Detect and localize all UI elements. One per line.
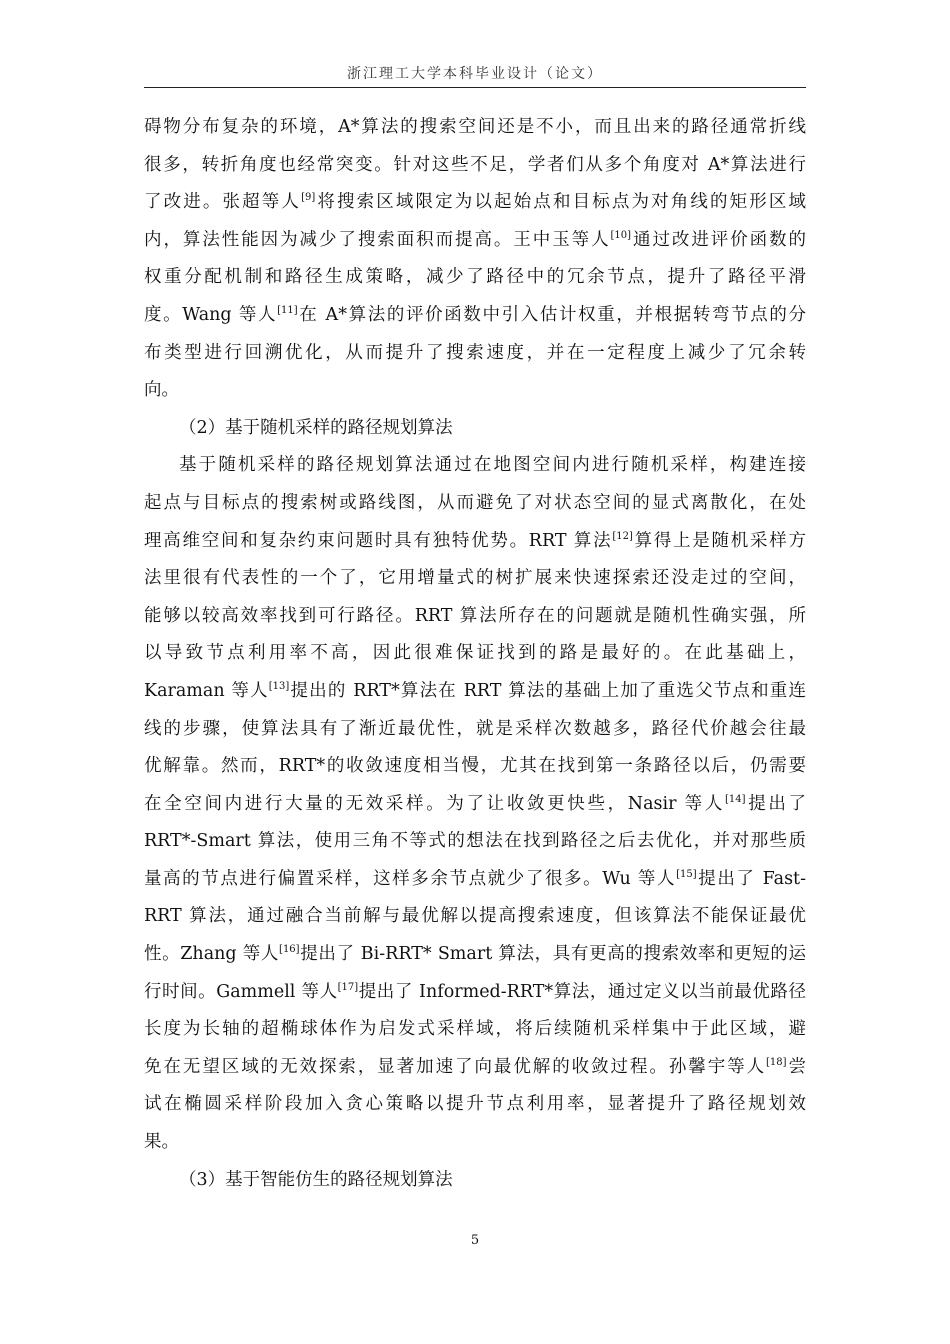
text-line: [144, 1086, 806, 1124]
text-line: [144, 635, 806, 673]
text-run: 理高维空间和复杂约束问题时具有独特优势。RRT 算法: [144, 530, 613, 551]
text-run: 起点与目标点的搜索树或路线图，从而避免了对状态空间的显式离散化，在处: [144, 492, 806, 513]
text-run: 提出了: [745, 793, 807, 814]
page-number: 5: [470, 1233, 480, 1248]
text-line: [144, 861, 806, 899]
text-line: [144, 485, 806, 523]
text-run: 了改进。张超等人: [144, 192, 302, 213]
text-run: 度。Wang 等人: [144, 304, 278, 325]
text-line: [144, 936, 806, 974]
text-run: 内，算法性能因为减少了搜索面积而提高。王中玉等人: [144, 229, 611, 250]
text-run: 权重分配机制和路径生成策略，减少了路径中的冗余节点，提升了路径平滑: [144, 267, 806, 288]
text-run: 提出了 Bi-RRT* Smart 算法，具有更高的搜索效率和更短的运: [299, 944, 806, 965]
text-run: 试在椭圆采样阶段加入贪心策略以提升节点利用率，显著提升了路径规划效: [144, 1094, 806, 1115]
citation-ref: [11]: [277, 305, 298, 317]
text-run: 碍物分布复杂的环境，A*算法的搜索空间还是不小，而且出来的路径通常折线: [144, 117, 806, 137]
text-run: 很多，转折角度也经常突变。针对这些不足，学者们从多个角度对 A*算法进行: [144, 154, 806, 175]
text-line: [144, 898, 806, 936]
text-run: 尝: [786, 1056, 807, 1077]
text-run: 线的步骤，使算法具有了渐近最优性，就是采样次数越多，路径代价越会往最: [144, 718, 806, 739]
text-run: 能够以较高效率找到可行路径。RRT 算法所存在的问题就是随机性确实强，所: [144, 605, 806, 626]
text-run: 以导致节点利用率不高，因此很难保证找到的路是最好的。在此基础上，: [144, 643, 806, 664]
text-run: 将搜索区域限定为以起始点和目标点为对角线的矩形区域: [315, 192, 807, 213]
text-line: [144, 560, 806, 598]
text-run: 提出的 RRT*算法在 RRT 算法的基础上加了重选父节点和重连: [289, 680, 806, 701]
text-line: [144, 748, 806, 786]
citation-ref: [13]: [268, 681, 290, 693]
text-run: 在全空间内进行大量的无效采样。为了让收敛更快些，Nasir 等人: [144, 793, 725, 814]
text-run: 法里很有代表性的一个了，它用增量式的树扩展来快速探索还没走过的空间，: [144, 568, 806, 589]
text-line: [144, 523, 806, 561]
text-run: 基于随机采样的路径规划算法通过在地图空间内进行随机采样，构建连接: [179, 455, 806, 476]
text-run: 优解靠。然而，RRT*的收敛速度相当慢，尤其在找到第一条路径以后，仍需要: [144, 756, 806, 777]
text-line: [144, 222, 806, 260]
text-line: [144, 447, 806, 485]
text-run: （3）基于智能仿生的路径规划算法: [179, 1169, 453, 1190]
text-line: [144, 598, 806, 636]
text-run: 长度为长轴的超椭球体作为启发式采样域，将后续随机采样集中于此区域，避: [144, 1019, 806, 1040]
text-line: [144, 410, 806, 448]
running-header: 浙江理工大学本科毕业设计（论文）: [347, 66, 603, 82]
text-line: [144, 109, 806, 147]
text-line: [144, 823, 806, 861]
text-run: 免在无望区域的无效探索，显著加速了向最优解的收敛过程。孙馨宇等人: [144, 1056, 767, 1077]
text-run: 提出了 Informed-RRT*算法，通过定义以当前最优路径: [358, 981, 806, 1002]
text-run: Karaman 等人: [144, 680, 269, 701]
text-line: [144, 184, 806, 222]
text-run: RRT 算法，通过融合当前解与最优解以提高搜索速度，但该算法不能保证最优: [144, 906, 806, 927]
text-line: [144, 1162, 806, 1200]
citation-ref: [18]: [766, 1057, 787, 1069]
text-run: 性。Zhang 等人: [144, 944, 280, 965]
text-run: 算得上是随机采样方: [632, 530, 807, 551]
citation-ref: [10]: [610, 229, 632, 241]
text-line: [144, 974, 806, 1012]
citation-ref: [15]: [676, 869, 697, 881]
text-run: 量高的节点进行偏置采样，这样多余节点就少了很多。Wu 等人: [144, 868, 677, 889]
text-line: [144, 711, 806, 749]
text-line: [144, 1049, 806, 1087]
text-line: [144, 372, 806, 410]
body-text: [144, 109, 806, 1199]
text-run: 通过改进评价函数的: [631, 229, 807, 250]
text-run: （2）基于随机采样的路径规划算法: [179, 417, 453, 438]
text-line: [144, 147, 806, 185]
text-run: 提出了 Fast-: [696, 868, 806, 889]
text-run: 行时间。Gammell 等人: [144, 981, 338, 1002]
text-line: [144, 673, 806, 711]
citation-ref: [12]: [612, 530, 633, 542]
text-line: [144, 297, 806, 335]
text-line: [144, 1124, 806, 1162]
text-line: [144, 335, 806, 373]
citation-ref: [14]: [725, 793, 746, 805]
text-line: [144, 786, 806, 824]
text-run: 果。: [144, 1132, 179, 1153]
citation-ref: [16]: [279, 944, 300, 956]
text-run: RRT*-Smart 算法，使用三角不等式的想法在找到路径之后去优化，并对那些质: [144, 831, 806, 852]
text-line: [144, 1011, 806, 1049]
text-run: 布类型进行回溯优化，从而提升了搜索速度，并在一定程度上减少了冗余转: [144, 342, 806, 363]
header-rule: [144, 87, 806, 88]
citation-ref: [17]: [337, 981, 359, 993]
text-run: 在 A*算法的评价函数中引入估计权重，并根据转弯节点的分: [297, 304, 806, 325]
text-line: [144, 259, 806, 297]
text-run: 向。: [144, 380, 179, 401]
citation-ref: [9]: [301, 192, 316, 204]
